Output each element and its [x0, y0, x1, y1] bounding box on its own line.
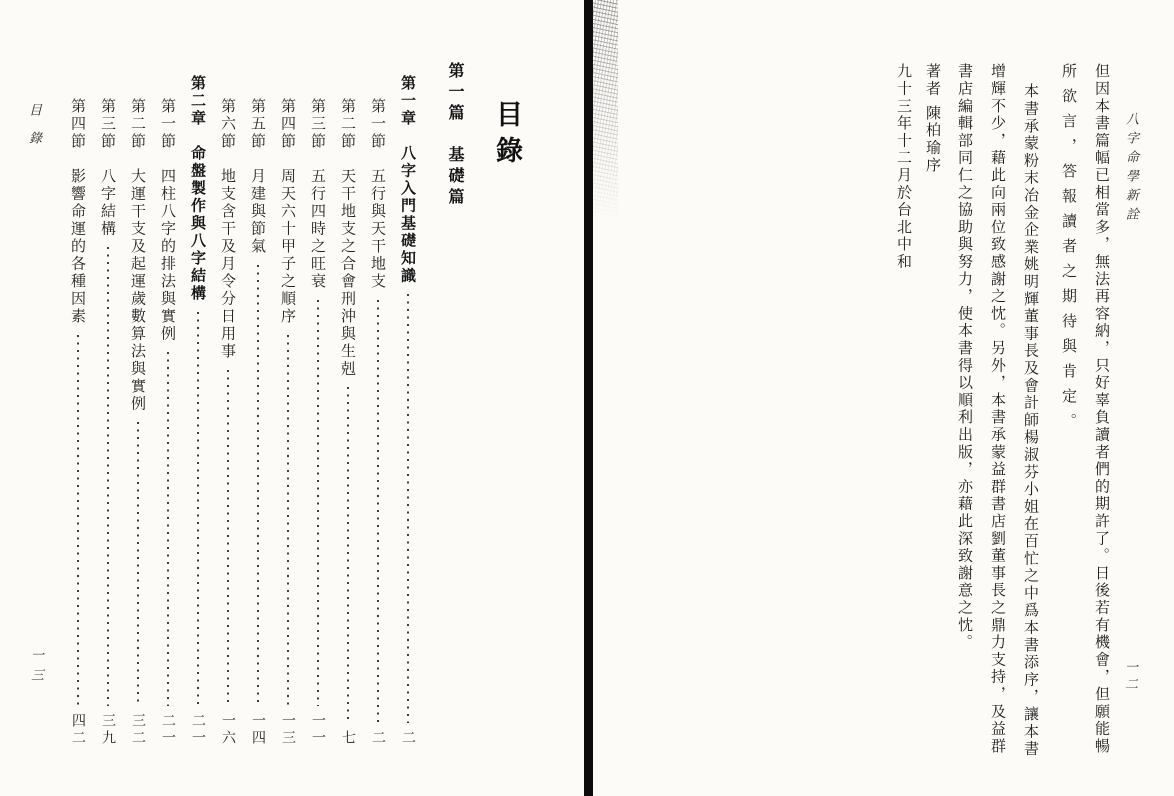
toc-entry: [303, 62, 333, 747]
preface-text: [889, 63, 1118, 760]
toc-entry-page: 四二: [70, 713, 86, 747]
toc-entry-page: 二: [400, 730, 416, 747]
toc-entry: [363, 62, 393, 747]
page-number-right: 一二: [1122, 660, 1137, 694]
toc-part-heading: 第一篇 基礎篇: [446, 62, 465, 209]
toc-entry-page: 一六: [220, 713, 236, 747]
scan-noise: [592, 0, 618, 220]
author-signature: 著者 陳柏瑜序: [924, 63, 942, 174]
toc-entry-label: 第三節 八字結構: [99, 98, 117, 238]
toc-entry: [273, 62, 303, 747]
running-header-right: 八字命學新詮: [1123, 112, 1138, 226]
toc-entry-page: 三二: [130, 713, 146, 747]
toc-entry-page: 一三: [280, 713, 296, 747]
toc-entry-page: 二一: [190, 713, 206, 747]
toc-entry-page: 一一: [310, 713, 326, 747]
page-number-left: 一三: [28, 648, 43, 688]
toc-entry-page: 七: [340, 730, 356, 747]
preface-paragraph: 所欲言，答報讀者之期待與肯定。: [1060, 63, 1078, 438]
preface-paragraphs: [948, 63, 1118, 760]
toc-entry: [153, 62, 183, 747]
toc-entry-label: 第五節 月建與節氣: [249, 98, 267, 256]
toc-leader-dots: [317, 300, 319, 707]
toc-entry: [243, 62, 273, 747]
toc-leader-dots: [377, 300, 379, 724]
toc-list: [63, 62, 470, 747]
toc-leader-dots: [77, 335, 79, 707]
toc-entry: [93, 62, 123, 747]
toc-entry-label: 第三節 五行四時之旺衰: [309, 98, 327, 291]
running-header-left: 目錄: [26, 103, 41, 159]
toc-leader-dots: [167, 352, 169, 706]
toc-entry-label: 第二章 命盤製作與八字結構: [189, 75, 207, 303]
toc-entry-label: 第六節 地支含干及月令分日用事: [219, 98, 237, 361]
toc-entry-page: 一四: [250, 713, 266, 747]
toc-entry-page: 二一: [160, 713, 176, 747]
toc-leader-dots: [227, 370, 229, 707]
date-place-line: 九十三年十二月於台北中和: [895, 63, 913, 271]
toc-entry-label: 第二節 天干地支之合會刑沖與生剋: [339, 98, 357, 378]
preface-paragraph: 但因本書篇幅已相當多，無法再容納，只好辜負讀者們的期許了。日後若有機會，但願能暢: [1093, 63, 1111, 755]
toc-entry-page: 二: [370, 730, 386, 747]
preface-paragraph: 本書承蒙粉末冶金企業姚明輝董事長及會計師楊淑芬小姐在百忙之中爲本書添序，讓本書增輝不少，藉此向兩位致感謝之忱。另外，本書承蒙益群書店劉董事長之鼎力支持，及益群書店編輯部同仁之協助與努力，使本書得以順利出版，亦藉此深致謝意之忱。: [956, 63, 1040, 758]
toc-leader-dots: [347, 387, 349, 723]
toc-entry: [63, 62, 93, 747]
toc-leader-dots: [257, 265, 259, 707]
toc-leader-dots: [197, 312, 199, 707]
toc-entry-label: 第四節 周天六十甲子之順序: [279, 98, 297, 326]
toc-entry-page: 三九: [100, 713, 116, 747]
toc-entry: [183, 62, 213, 747]
toc-title: 目錄: [491, 100, 522, 172]
toc-entry-label: 第四節 影響命運的各種因素: [69, 98, 87, 326]
toc-leader-dots: [137, 422, 139, 706]
toc-entry-label: 第一節 四柱八字的排法與實例: [159, 98, 177, 343]
toc-leader-dots: [407, 294, 409, 723]
toc-entry: [333, 62, 363, 747]
toc-entry: [393, 62, 423, 747]
toc-leader-dots: [287, 335, 289, 707]
toc-entry-label: 第二節 大運干支及起運歲數算法與實例: [129, 98, 147, 413]
toc-entry: [123, 62, 153, 747]
toc-entry-label: 第一節 五行與天干地支: [369, 98, 387, 291]
toc-entry-label: 第一章 八字入門基礎知識: [399, 75, 417, 285]
toc-entry: [213, 62, 243, 747]
toc-leader-dots: [107, 247, 109, 706]
